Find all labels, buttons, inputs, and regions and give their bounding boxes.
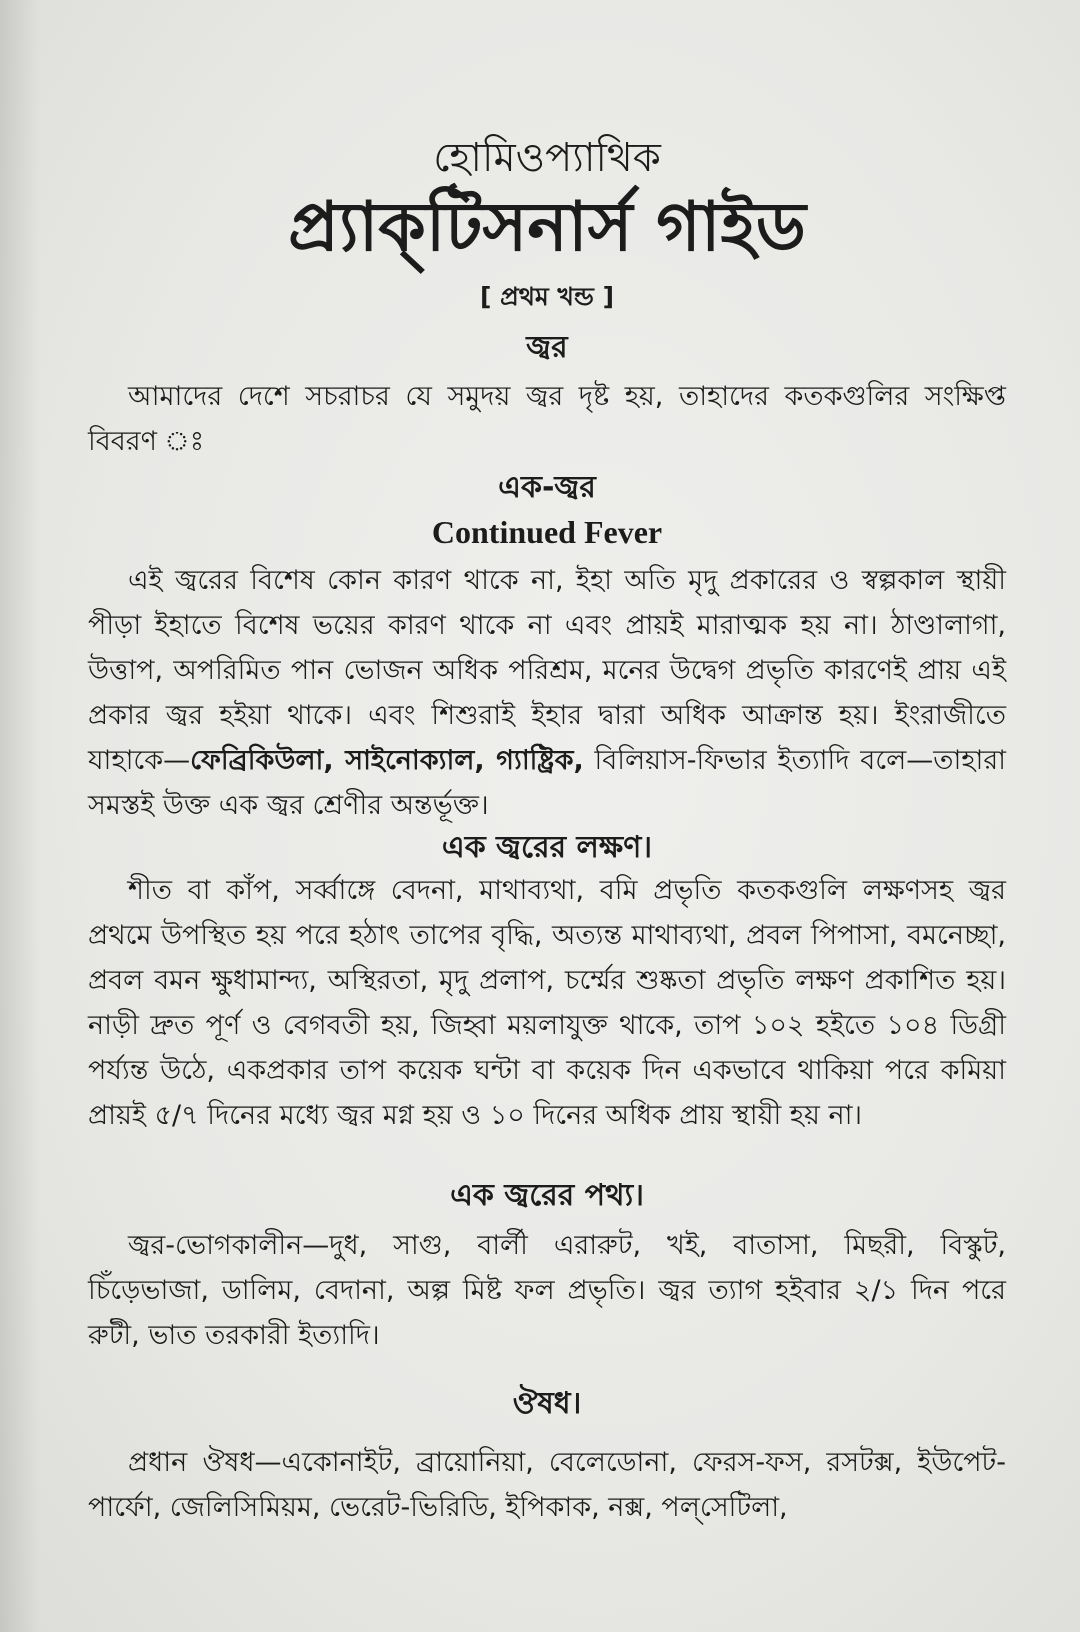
page-edge-shadow [0, 0, 40, 1632]
chapter-heading: জ্বর [526, 330, 568, 365]
book-title: প্র্যাক্‌টিসনার্স গাইড [288, 188, 806, 267]
medicine-heading: ঔষধ। [512, 1386, 582, 1421]
symptoms-paragraph: শীত বা কাঁপ, সর্ব্বাঙ্গে বেদনা, মাথাব্যথা, বমি প্রভৃতি কতকগুলি লক্ষণসহ জ্বর প্রথমে উপস্থিত হয় পরে হঠাৎ তাপের বৃদ্ধি, অত্যন্ত মাথাব্যথা, প্রবল পিপাসা, বমনেচ্ছা, প্রবল বমন ক্ষুধামান্দ্য, অস্থিরতা, মৃদু প্রলাপ, চর্ম্মের শুষ্কতা প্রভৃতি লক্ষণ প্রকাশিত হয়। নাড়ী দ্রুত পূর্ণ ও বেগবতী হয়, জিহ্বা ময়লাযুক্ত থাকে, তাপ ১০২ হইতে ১০৪ ডিগ্রী পর্য্যন্ত উঠে, একপ্রকার তাপ কয়েক ঘন্টা বা কয়েক দিন একভাবে থাকিয়া পরে কমিয়া প্রায়ই ৫/৭ দিনের মধ্যে জ্বর মগ্ন হয় ও ১০ দিনের অধিক প্রায় স্থায়ী হয় না। [88, 875, 1006, 1131]
chapter-intro-paragraph: আমাদের দেশে সচরাচর যে সমুদয় জ্বর দৃষ্ট হয়, তাহাদের কতকগুলির সংক্ষিপ্ত বিবরণ ঃ [88, 381, 1006, 457]
diet-heading: এক জ্বরের পথ্য। [450, 1178, 644, 1213]
description-bold-terms: ফেব্রিকিউলা, সাইনোক্যাল, গ্যাষ্ট্রিক, [190, 745, 584, 776]
section-english-heading: Continued Fever [431, 514, 663, 550]
section-heading: এক-জ্বর [498, 470, 596, 505]
book-series-label: হোমিওপ্যাথিক [433, 135, 661, 181]
symptoms-heading: এক জ্বরের লক্ষণ। [441, 830, 653, 865]
diet-paragraph: জ্বর-ভোগকালীন—দুধ, সাগু, বার্লী এরারুট, খই, বাতাসা, মিছরী, বিস্কুট, চিঁড়েভাজা, ডালিম, বেদানা, অল্প মিষ্ট ফল প্রভৃতি। জ্বর ত্যাগ হইবার ২/১ দিন পরে রুটী, ভাত তরকারী ইত্যাদি। [88, 1230, 1006, 1351]
volume-label: [ প্রথম খন্ড ] [479, 282, 615, 311]
medicine-paragraph: প্রধান ঔষধ—একোনাইট, ব্রায়োনিয়া, বেলেডোনা, ফেরস-ফস, রসটক্স, ইউপেট-পার্ফো, জেলিসিমিয়ম, ভেরেট-ভিরিডি, ইপিকাক, নক্স, পল্‌সেটিলা, [88, 1447, 1006, 1523]
description-text-start: এই জ্বরের বিশেষ কোন কারণ থাকে না, ইহা অতি মৃদু প্রকারের ও স্বল্পকাল স্থায়ী পীড়া ইহাতে বিশেষ ভয়ের কারণ থাকে না এবং প্রায়ই মারাত্মক হয় না। ঠাণ্ডালাগা, উত্তাপ, অপরিমিত পান ভোজন অধিক পরিশ্রম, মনের উদ্বেগ প্রভৃতি কারণেই প্রায় এই প্রকার জ্বর হইয়া থাকে। এবং শিশুরাই ইহার দ্বারা অধিক আক্রান্ত হয়। ইংরাজীতে যাহাকে— [88, 565, 1006, 776]
description-paragraph [88, 558, 1006, 828]
description-text-end: বিলিয়াস-ফিভার ইত্যাদি বলে—তাহারা সমস্তই উক্ত এক জ্বর শ্রেণীর অন্তর্ভূক্ত। [88, 745, 1006, 821]
